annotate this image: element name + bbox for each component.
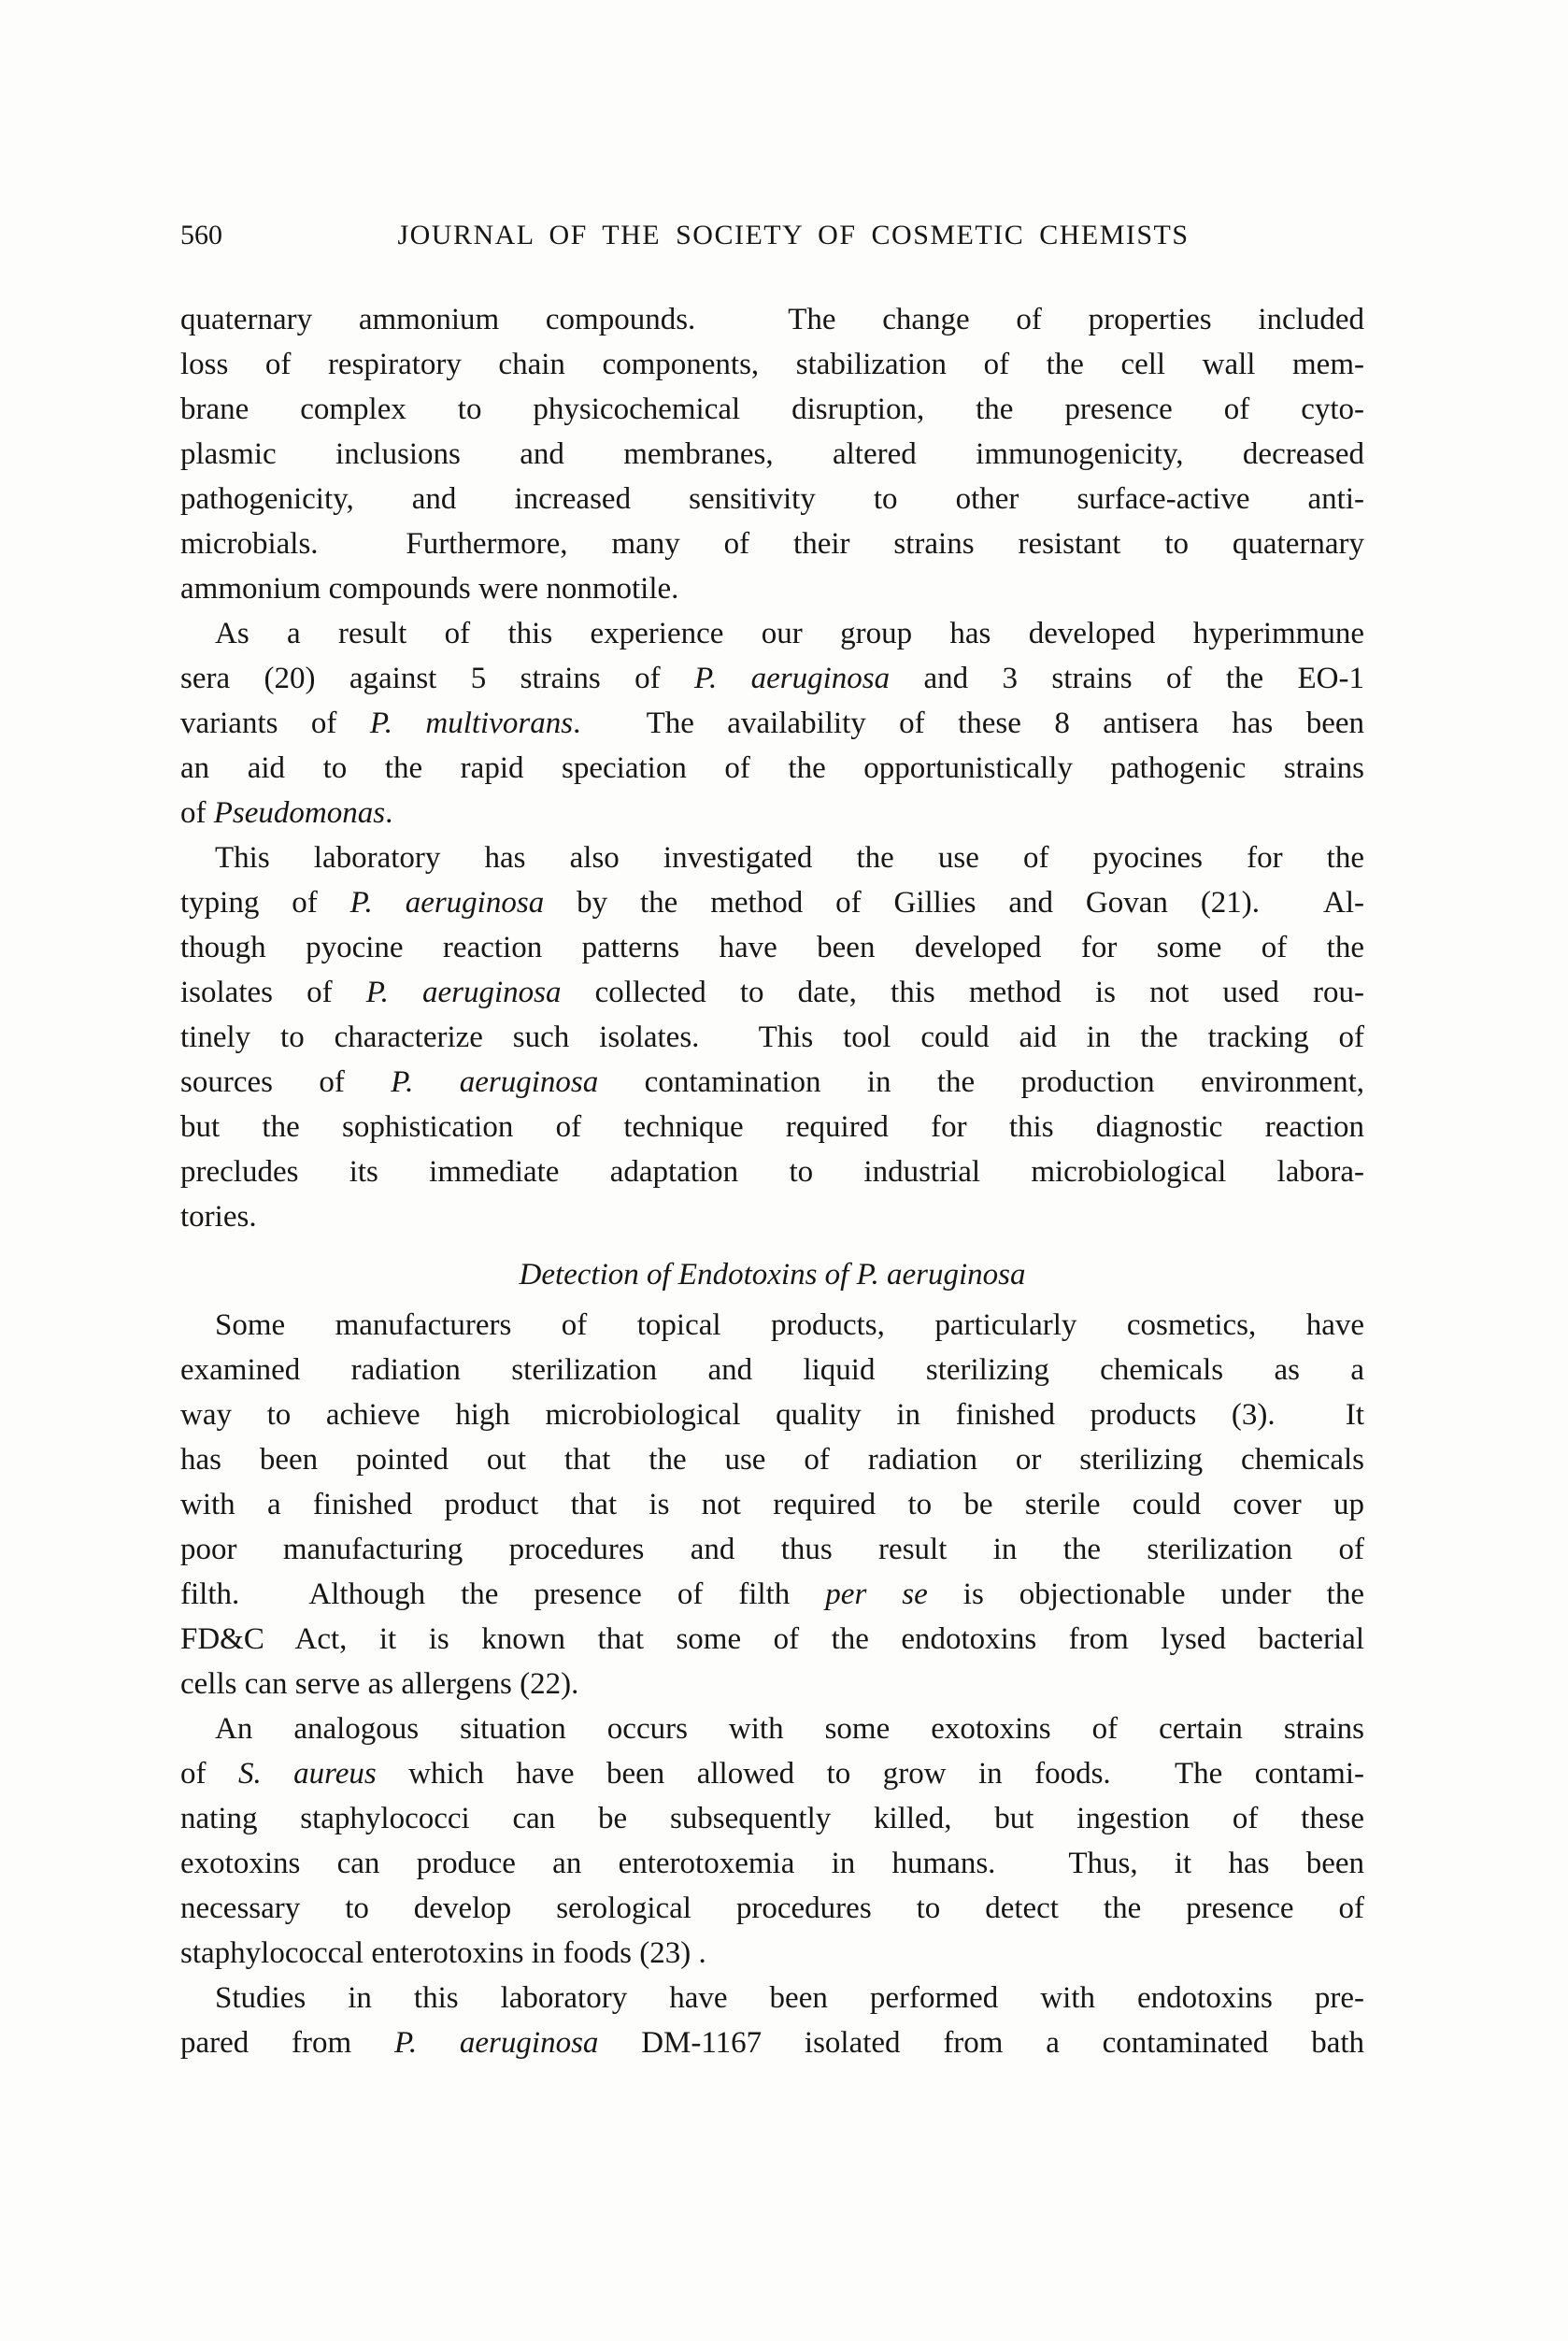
text-segment: cells can serve as allergens (22). <box>180 1667 579 1701</box>
text-segment: sera (20) against 5 strains of <box>180 662 695 695</box>
text-line <box>180 746 1364 791</box>
italic-text: Pseudomonas <box>213 796 386 830</box>
text-segment: sources of <box>180 1065 392 1099</box>
text-segment: Some manufacturers of topical products, particularly cosmetics, have <box>215 1308 1364 1342</box>
text-line <box>180 1149 1364 1194</box>
text-line <box>180 521 1364 566</box>
text-segment: This laboratory has also investigated the use of pyocines for the <box>215 841 1364 875</box>
text-line <box>180 1392 1364 1437</box>
text-line <box>180 1348 1364 1392</box>
text-segment: an aid to the rapid speciation of the opportunistically pathogenic strains <box>180 751 1364 785</box>
text-line <box>180 1015 1364 1060</box>
paragraph <box>180 297 1364 611</box>
text-line <box>180 2020 1364 2065</box>
text-segment: though pyocine reaction patterns have been developed for some of the <box>180 931 1364 964</box>
text-line <box>180 611 1364 656</box>
text-segment: which have been allowed to grow in foods. The contami- <box>376 1757 1364 1791</box>
text-line <box>180 1706 1364 1751</box>
text-segment: of <box>180 1757 238 1791</box>
text-segment: quaternary ammonium compounds. The change of properties included <box>180 303 1364 336</box>
text-line <box>180 835 1364 880</box>
paragraph <box>180 1303 1364 1706</box>
text-line <box>180 880 1364 925</box>
text-segment: typing of <box>180 886 350 920</box>
text-line <box>180 432 1364 477</box>
paragraph <box>180 1706 1364 1976</box>
text-block <box>180 297 1364 2065</box>
text-line <box>180 1796 1364 1841</box>
text-line <box>180 656 1364 701</box>
page-number: 560 <box>180 220 222 250</box>
text-line <box>180 1105 1364 1149</box>
text-line <box>180 297 1364 342</box>
text-segment: . <box>385 796 393 830</box>
paragraph <box>180 611 1364 835</box>
text-line <box>180 1751 1364 1796</box>
text-segment: Studies in this laboratory have been performed with endotoxins pre- <box>215 1981 1364 2015</box>
text-segment: precludes its immediate adaptation to industrial microbiological labora- <box>180 1155 1364 1189</box>
text-segment: exotoxins can produce an enterotoxemia in humans. Thus, it has been <box>180 1847 1364 1880</box>
text-line <box>180 1527 1364 1572</box>
italic-text: P. aeruginosa <box>393 2026 599 2060</box>
italic-text: P. aeruginosa <box>391 1065 599 1099</box>
text-segment: filth. Although the presence of filth <box>180 1577 826 1611</box>
italic-text: P. aeruginosa <box>694 662 891 695</box>
text-segment: poor manufacturing procedures and thus result in the sterilization of <box>180 1533 1364 1566</box>
text-line <box>180 1303 1364 1348</box>
text-segment: of <box>180 796 214 830</box>
text-line <box>180 1482 1364 1527</box>
text-segment: DM-1167 isolated from a contaminated bath <box>598 2026 1365 2060</box>
text-segment: An analogous situation occurs with some exotoxins of certain strains <box>215 1712 1364 1746</box>
italic-text: P. multivorans <box>369 707 574 740</box>
text-line <box>180 1194 1364 1239</box>
text-line <box>180 1931 1364 1976</box>
text-segment: has been pointed out that the use of radiation or sterilizing chemicals <box>180 1443 1364 1477</box>
text-segment: necessary to develop serological procedures to detect the presence of <box>180 1891 1364 1925</box>
text-segment: FD&C Act, it is known that some of the endotoxins from lysed bacterial <box>180 1622 1364 1656</box>
text-segment: variants of <box>180 707 370 740</box>
text-segment: tories. <box>180 1200 257 1234</box>
text-segment: with a finished product that is not required to be sterile could cover up <box>180 1488 1364 1521</box>
text-segment: and 3 strains of the EO-1 <box>890 662 1364 695</box>
text-line <box>180 1886 1364 1931</box>
text-segment: . The availability of these 8 antisera has been <box>573 707 1364 740</box>
text-segment: loss of respiratory chain components, stabilization of the cell wall mem- <box>180 348 1364 381</box>
text-line <box>180 1617 1364 1662</box>
text-line <box>180 342 1364 387</box>
text-line <box>180 477 1364 521</box>
text-line <box>180 566 1364 611</box>
paragraph <box>180 1976 1364 2065</box>
page-header <box>180 219 1364 252</box>
text-segment: but the sophistication of technique required for this diagnostic reaction <box>180 1110 1364 1144</box>
text-segment: microbials. Furthermore, many of their strains resistant to quaternary <box>180 527 1364 561</box>
text-segment: nating staphylococci can be subsequently killed, but ingestion of these <box>180 1802 1364 1835</box>
text-line <box>180 925 1364 970</box>
text-line <box>180 970 1364 1015</box>
italic-text: P. aeruginosa <box>349 886 545 920</box>
text-segment: brane complex to physicochemical disruption, the presence of cyto- <box>180 393 1364 426</box>
text-line <box>180 1437 1364 1482</box>
text-segment: is objectionable under the <box>927 1577 1364 1611</box>
text-line <box>180 1976 1364 2020</box>
text-line <box>180 1662 1364 1706</box>
text-segment: As a result of this experience our group has developed hyperimmune <box>215 617 1364 650</box>
text-segment: contamination in the production environment, <box>598 1065 1364 1099</box>
text-segment: by the method of Gillies and Govan (21). Al- <box>544 886 1365 920</box>
text-line <box>180 1841 1364 1886</box>
text-segment: examined radiation sterilization and liquid sterilizing chemicals as a <box>180 1353 1364 1387</box>
text-segment: ammonium compounds were nonmotile. <box>180 572 679 606</box>
text-segment: pathogenicity, and increased sensitivity to other surface-active anti- <box>180 482 1364 516</box>
text-segment: staphylococcal enterotoxins in foods (23) . <box>180 1936 706 1970</box>
text-line <box>180 701 1364 746</box>
text-segment: collected to date, this method is not used rou- <box>561 976 1364 1009</box>
italic-text: P. aeruginosa <box>365 976 562 1009</box>
text-line <box>180 1060 1364 1105</box>
text-segment: isolates of <box>180 976 366 1009</box>
paragraph <box>180 835 1364 1239</box>
text-line <box>180 1572 1364 1617</box>
section-heading: Detection of Endotoxins of P. aeruginosa <box>519 1258 1026 1292</box>
italic-text: per se <box>825 1577 928 1611</box>
text-segment: plasmic inclusions and membranes, altered immunogenicity, decreased <box>180 437 1364 471</box>
text-line <box>180 791 1364 835</box>
journal-title: JOURNAL OF THE SOCIETY OF COSMETIC CHEMISTS <box>397 220 1190 250</box>
text-line <box>180 387 1364 432</box>
italic-text: S. aureus <box>237 1757 377 1791</box>
text-segment: pared from <box>180 2026 394 2060</box>
text-segment: way to achieve high microbiological quality in finished products (3). It <box>180 1398 1364 1432</box>
text-segment: tinely to characterize such isolates. This tool could aid in the tracking of <box>180 1021 1364 1054</box>
